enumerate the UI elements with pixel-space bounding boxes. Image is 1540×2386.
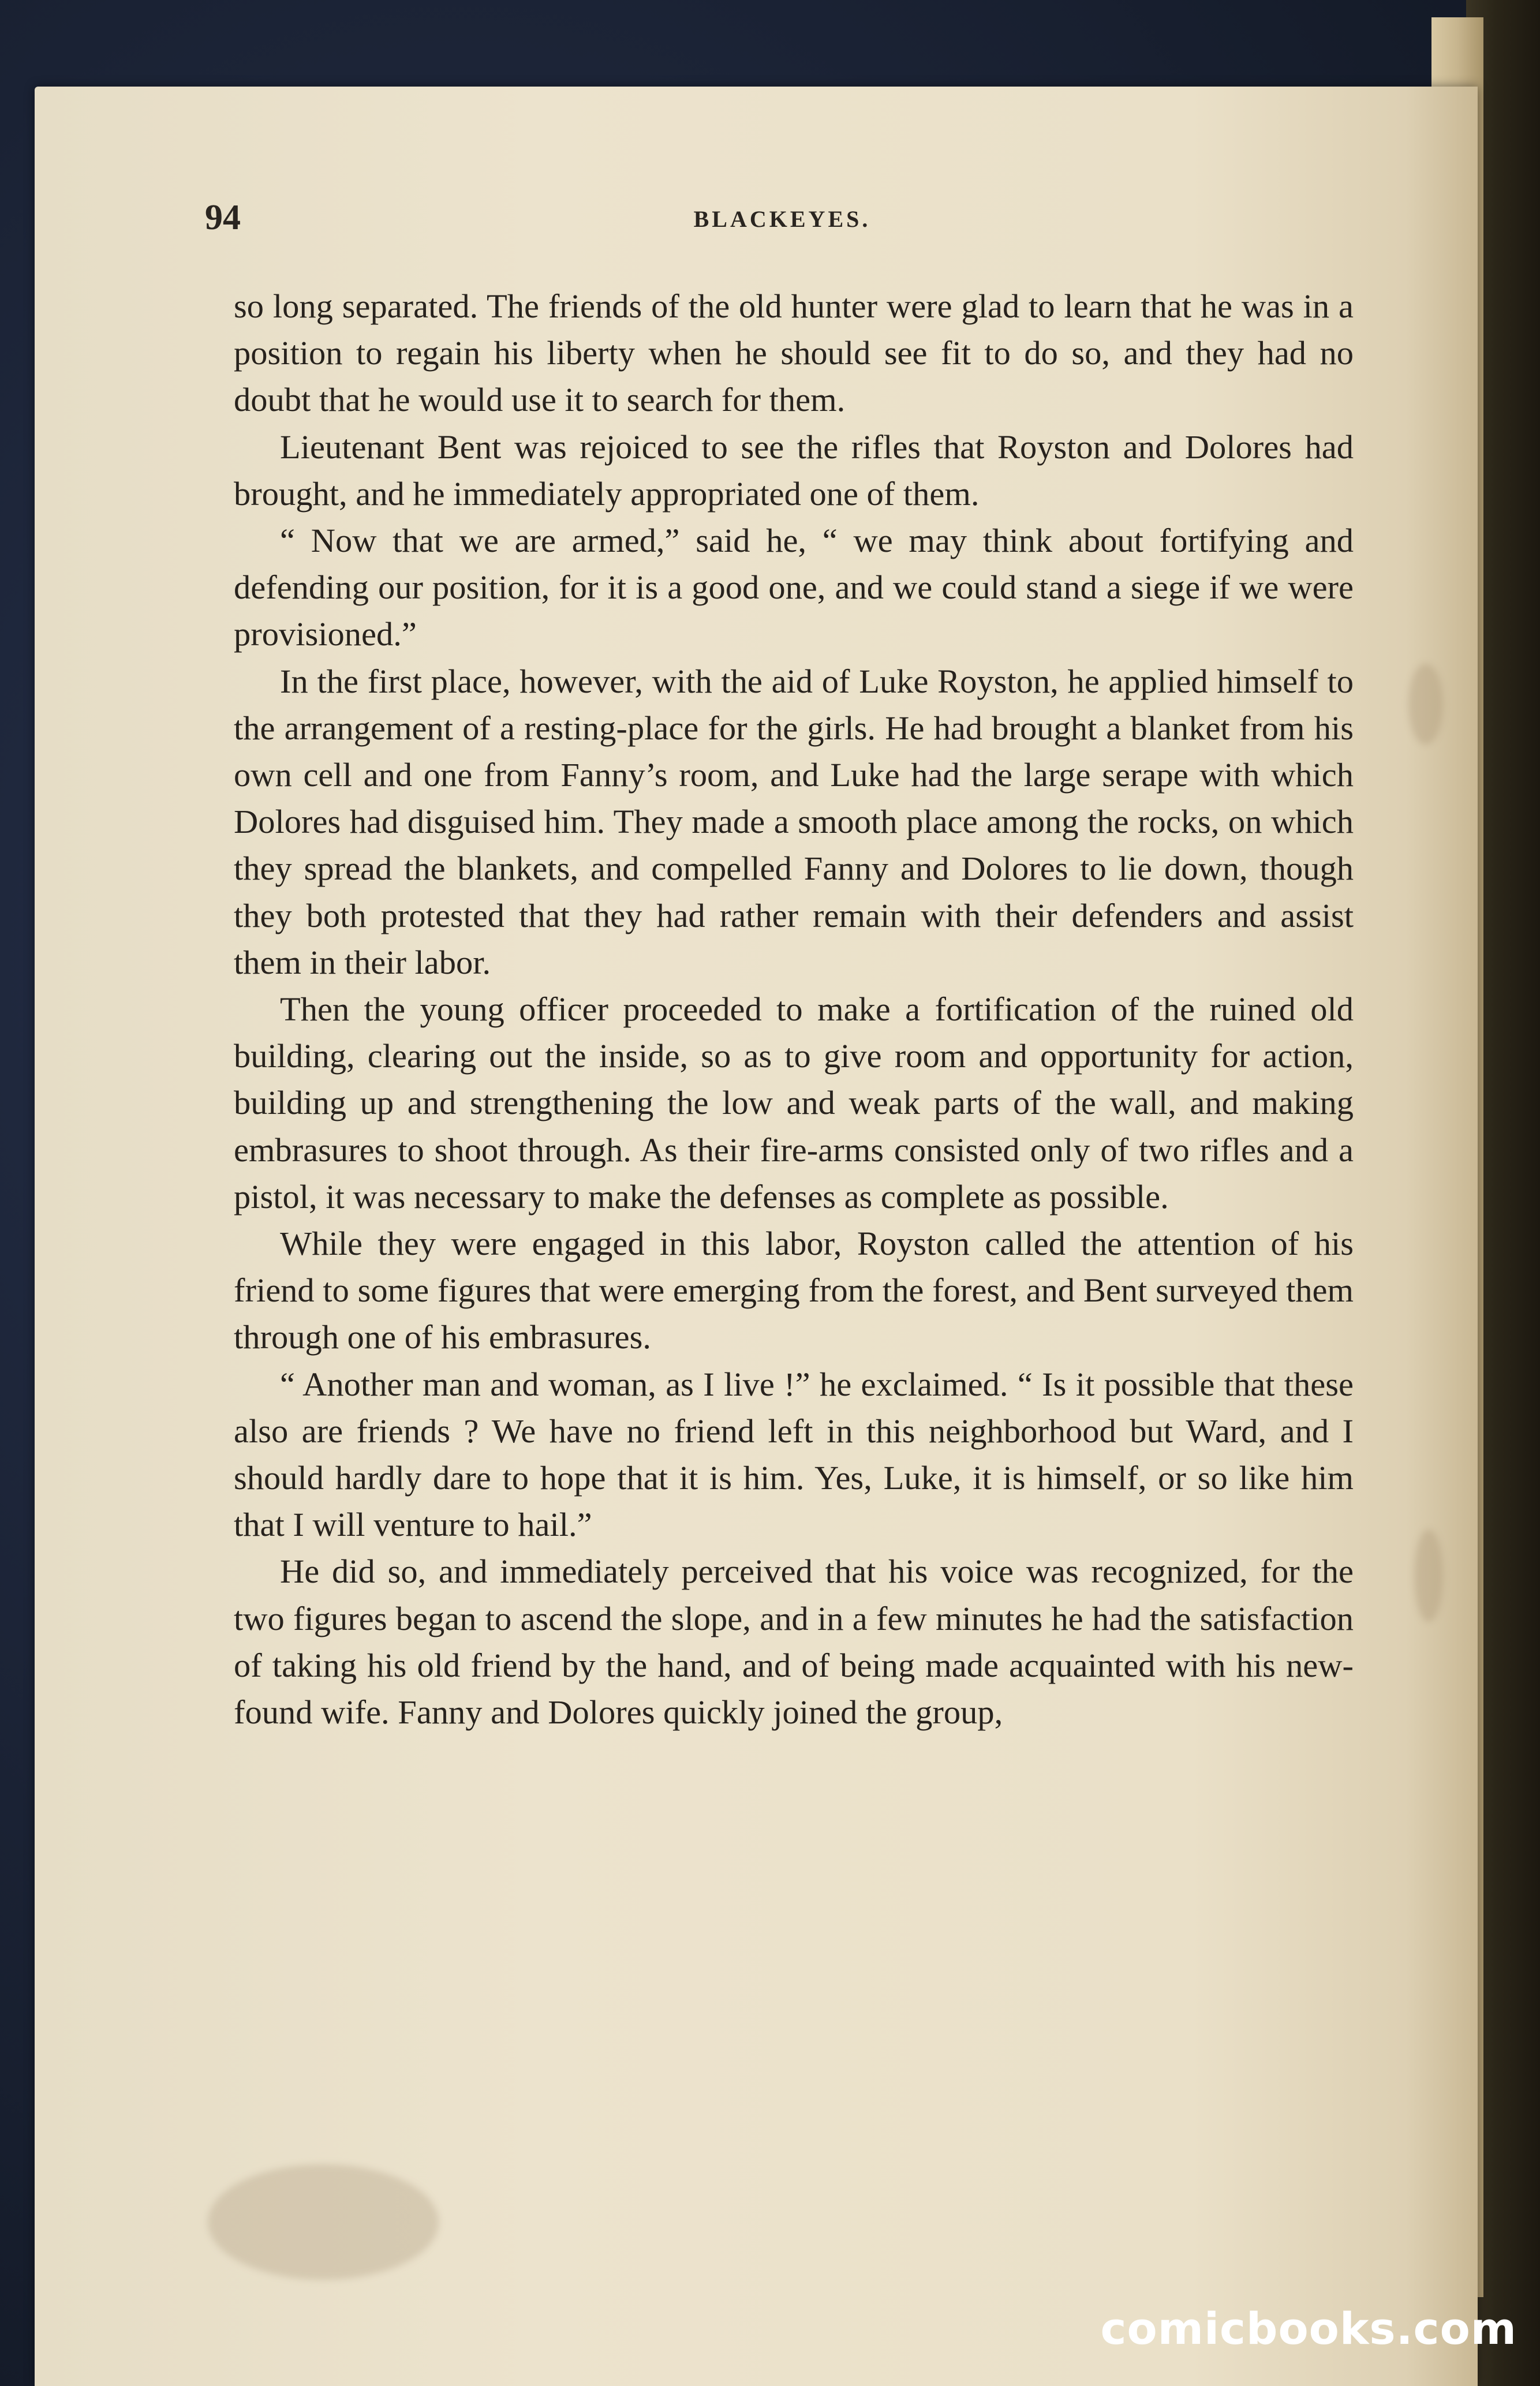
- paragraph: so long separated. The friends of the old hunter were glad to learn that he was in a position to regain his liberty when he should see fit to do so, and they had no doubt that he would use it to search for them.: [234, 287, 1354, 419]
- paragraph: While they were engaged in this labor, Royston called the attention of his friend to some figures that were emerging from the forest, and Bent surveyed them through one of his embrasures.: [234, 1225, 1354, 1356]
- paragraph: In the first place, however, with the aid of Luke Royston, he applied himself to the arrangement of a resting-place for the girls. He had brought a blanket from his own cell and one from Fanny’s room, and Luke had the large serape with which Dolores had disguised him. They made a smooth place among the rocks, on which they spread the blankets, and compelled Fanny and Dolores to lie down, though they both protested that they had rather remain with their defenders and assist them in their labor.: [234, 662, 1354, 981]
- paragraph: He did so, and immediately perceived that his voice was recognized, for the two figures began to ascend the slope, and in a few minutes he had the satisfaction of taking his old friend by the hand, and of being made acquainted with his new-found wife. Fanny and Dolores quickly joined the group,: [234, 1553, 1354, 1731]
- paragraph: Lieutenant Bent was rejoiced to see the rifles that Royston and Dolores had brought, and he immediately appropriated one of them.: [234, 428, 1354, 513]
- body-text: [234, 283, 1354, 1736]
- stain: [208, 2164, 439, 2280]
- paragraph: “ Another man and woman, as I live !” he exclaimed. “ Is it possible that these also are friends ? We have no friend left in this neighborhood but Ward, and I should hardly dare to hope that it is him. Yes, Luke, it is himself, or so like him that I will venture to hail.”: [234, 1365, 1354, 1544]
- watermark: comicbooks.com: [1100, 2303, 1517, 2354]
- paragraph: “ Now that we are armed,” said he, “ we may think about fortifying and defending our position, for it is a good one, and we could stand a siege if we were provisioned.”: [234, 522, 1354, 653]
- stain: [1408, 664, 1443, 745]
- running-title: BLACKEYES.: [693, 206, 871, 232]
- stain: [1414, 1529, 1443, 1622]
- running-head: [205, 197, 1359, 244]
- paragraph: Then the young officer proceeded to make a fortification of the ruined old building, clearing out the inside, so as to give room and opportunity for action, building up and strengthening the low and weak parts of the wall, and making embrasures to shoot through. As their fire-arms consisted only of two rifles and a pistol, it was necessary to make the defenses as complete as possible.: [234, 990, 1354, 1216]
- page-number: 94: [205, 198, 241, 237]
